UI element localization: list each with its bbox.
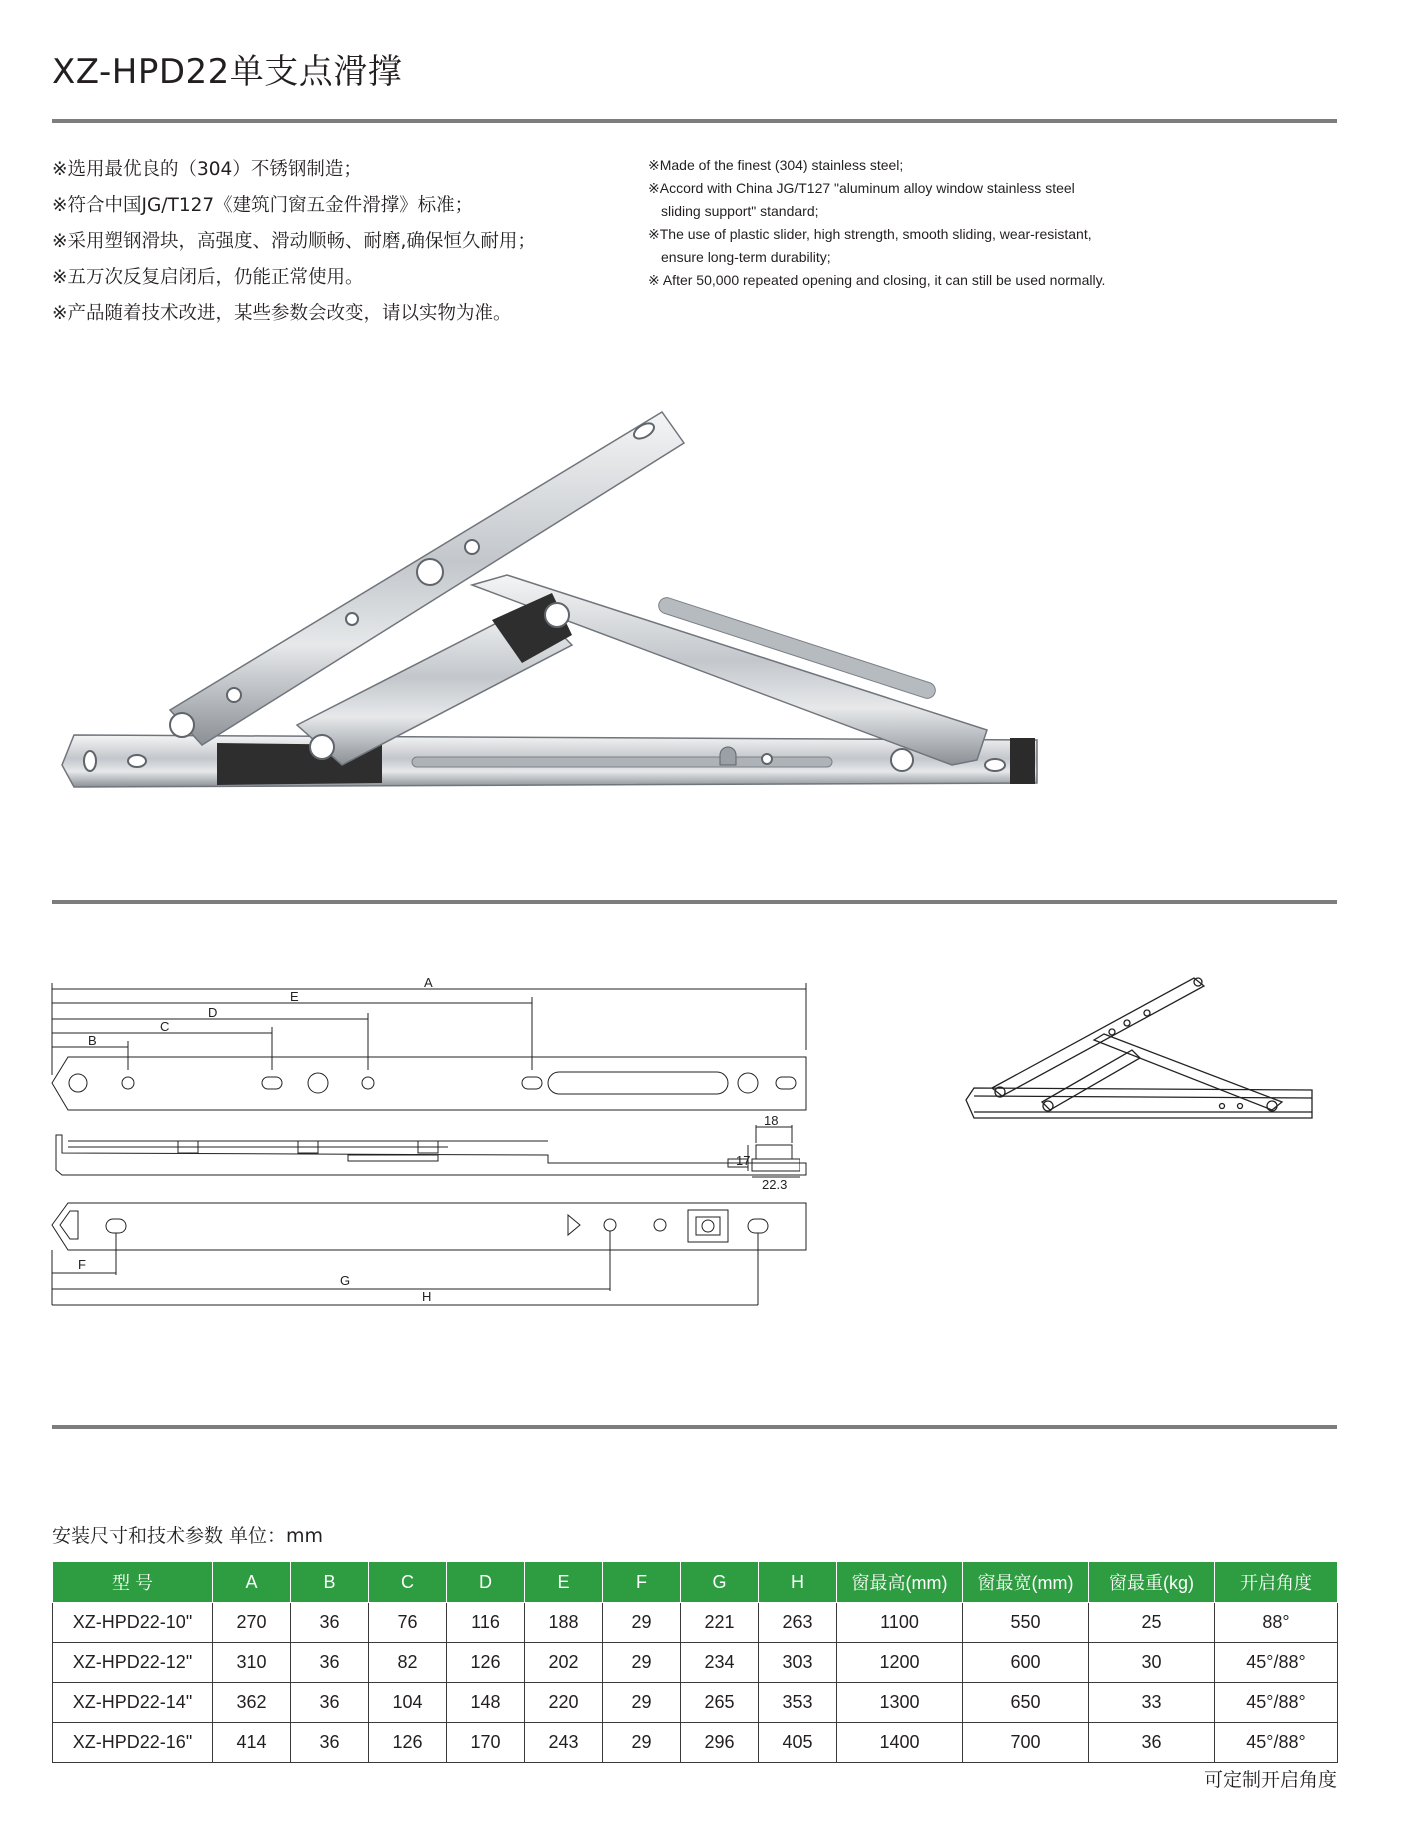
base-stop (568, 1215, 580, 1235)
cell: 303 (759, 1643, 837, 1683)
cell: 126 (447, 1643, 525, 1683)
spec-table (52, 1561, 1338, 1763)
arm-hole (346, 613, 358, 625)
page-title: XZ-HPD22单支点滑撑 (52, 52, 403, 92)
open-holes (995, 978, 1277, 1111)
cell: 88° (1215, 1603, 1338, 1643)
cell: 29 (603, 1683, 681, 1723)
dim-label-e: E (290, 989, 299, 1004)
dim-label-b: B (88, 1033, 97, 1048)
cell: 104 (369, 1683, 447, 1723)
pivot-rivet (310, 735, 334, 759)
cell: 414 (213, 1723, 291, 1763)
cell: 188 (525, 1603, 603, 1643)
cell: 45°/88° (1215, 1643, 1338, 1683)
feature-en-item: ※Made of the finest (304) stainless steel; (648, 157, 904, 173)
cell: 234 (681, 1643, 759, 1683)
cell: 221 (681, 1603, 759, 1643)
col-header: 窗最重(kg) (1089, 1562, 1215, 1603)
table-caption: 安装尺寸和技术参数 单位：mm (52, 1525, 324, 1547)
cell: 362 (213, 1683, 291, 1723)
cell: 1400 (837, 1723, 963, 1763)
arm-slot (548, 1072, 728, 1094)
cell: 263 (759, 1603, 837, 1643)
cell: 405 (759, 1723, 837, 1763)
cell: 650 (963, 1683, 1089, 1723)
cell: 700 (963, 1723, 1089, 1763)
col-header: A (213, 1562, 291, 1603)
cell: 76 (369, 1603, 447, 1643)
col-header: 窗最高(mm) (837, 1562, 963, 1603)
col-header: G (681, 1562, 759, 1603)
col-header: C (369, 1562, 447, 1603)
arm-hole (465, 540, 479, 554)
cell: 265 (681, 1683, 759, 1723)
dim-label-h: H (422, 1289, 432, 1304)
cell: 310 (213, 1643, 291, 1683)
cell: 29 (603, 1723, 681, 1763)
cell: XZ-HPD22-12" (53, 1643, 213, 1683)
cell: 353 (759, 1683, 837, 1723)
end-cap (1010, 738, 1035, 784)
cell: 29 (603, 1603, 681, 1643)
dim-label-width: 18 (764, 1115, 779, 1128)
col-header: 型 号 (53, 1562, 213, 1603)
cell: 1300 (837, 1683, 963, 1723)
cell: 126 (369, 1723, 447, 1763)
base-slot (748, 1219, 768, 1233)
col-header: F (603, 1562, 681, 1603)
feature-zh-item: ※采用塑钢滑块，高强度、滑动顺畅、耐磨,确保恒久耐用； (52, 231, 536, 252)
arm-hole (417, 559, 443, 585)
divider-middle (52, 900, 1337, 904)
track-slot-hole (84, 751, 96, 771)
cell: 36 (291, 1643, 369, 1683)
feature-zh-item: ※产品随着技术改进，某些参数会改变，请以实物为准。 (52, 303, 512, 324)
table-row (53, 1643, 1338, 1683)
cell: 36 (1089, 1723, 1215, 1763)
col-header: 窗最宽(mm) (963, 1562, 1089, 1603)
open-short-arm (1042, 1050, 1140, 1110)
features-chinese (52, 152, 536, 332)
dim-label-height: 17 (736, 1153, 751, 1168)
cell: 30 (1089, 1643, 1215, 1683)
product-photo (52, 405, 1042, 825)
base-end-arrow (60, 1211, 78, 1239)
footnote: 可定制开启角度 (1203, 1769, 1337, 1791)
cell: 29 (603, 1643, 681, 1683)
cell: 1200 (837, 1643, 963, 1683)
feature-en-item: ※The use of plastic slider, high strength, smooth sliding, wear-resistant, (648, 226, 1092, 242)
cell: 148 (447, 1683, 525, 1723)
open-base-track (966, 1088, 1312, 1118)
stopper (720, 747, 736, 765)
cell: 170 (447, 1723, 525, 1763)
feature-en-item: ※Accord with China JG/T127 "aluminum alloy window stainless steel (648, 180, 1075, 196)
cell: 243 (525, 1723, 603, 1763)
cell: 36 (291, 1723, 369, 1763)
cell: XZ-HPD22-16" (53, 1723, 213, 1763)
table-row (53, 1723, 1338, 1763)
section-head (756, 1145, 792, 1159)
arm-top-view (52, 1057, 806, 1110)
cell: 36 (291, 1683, 369, 1723)
cell: 296 (681, 1723, 759, 1763)
pivot-hole (170, 713, 194, 737)
cell: 270 (213, 1603, 291, 1643)
cell: 36 (291, 1603, 369, 1643)
open-link-arm (1094, 1034, 1282, 1110)
feature-zh-item: ※符合中国JG/T127《建筑门窗五金件滑撑》标准； (52, 195, 474, 216)
cell: 220 (525, 1683, 603, 1723)
section-base (752, 1159, 800, 1171)
arm-holes (69, 1073, 796, 1093)
cell: 45°/88° (1215, 1683, 1338, 1723)
open-view-drawing (962, 970, 1322, 1140)
cell: 45°/88° (1215, 1723, 1338, 1763)
cell: XZ-HPD22-10" (53, 1603, 213, 1643)
cell: 600 (963, 1643, 1089, 1683)
cell: 25 (1089, 1603, 1215, 1643)
track-hole (762, 754, 772, 764)
cross-section-drawing (700, 1115, 800, 1215)
col-header: H (759, 1562, 837, 1603)
cell: 550 (963, 1603, 1089, 1643)
dim-label-d: D (208, 1005, 218, 1020)
slider-plate (348, 1155, 438, 1161)
track-slot-hole (985, 759, 1005, 771)
cell: XZ-HPD22-14" (53, 1683, 213, 1723)
cell: 202 (525, 1643, 603, 1683)
cell: 33 (1089, 1683, 1215, 1723)
col-header: B (291, 1562, 369, 1603)
divider-bottom (52, 1425, 1337, 1429)
track-slot-hole (128, 755, 146, 767)
features-english (648, 154, 1105, 292)
arm-hole (227, 688, 241, 702)
table-header-row (53, 1562, 1338, 1603)
dim-label-base: 22.3 (762, 1177, 788, 1192)
feature-zh-item: ※五万次反复启闭后，仍能正常使用。 (52, 267, 364, 288)
technical-drawing (48, 975, 808, 1345)
table-row (53, 1683, 1338, 1723)
base-slot (106, 1219, 126, 1233)
feature-en-item: sliding support" standard; (661, 203, 819, 219)
feature-en-item: ※ After 50,000 repeated opening and closing, it can still be used normally. (648, 272, 1106, 288)
dim-label-f: F (78, 1257, 86, 1272)
cell: 1100 (837, 1603, 963, 1643)
dim-label-c: C (160, 1019, 170, 1034)
track-hole (891, 749, 913, 771)
col-header: E (525, 1562, 603, 1603)
col-header: D (447, 1562, 525, 1603)
cell: 116 (447, 1603, 525, 1643)
divider-top (52, 119, 1337, 123)
cell: 82 (369, 1643, 447, 1683)
col-header: 开启角度 (1215, 1562, 1338, 1603)
arm-hole (545, 603, 569, 627)
dim-label-a: A (424, 975, 433, 990)
feature-zh-item: ※选用最优良的（304）不锈钢制造； (52, 159, 362, 180)
dim-label-g: G (340, 1273, 351, 1288)
feature-en-item: ensure long-term durability; (661, 249, 831, 265)
table-row (53, 1603, 1338, 1643)
